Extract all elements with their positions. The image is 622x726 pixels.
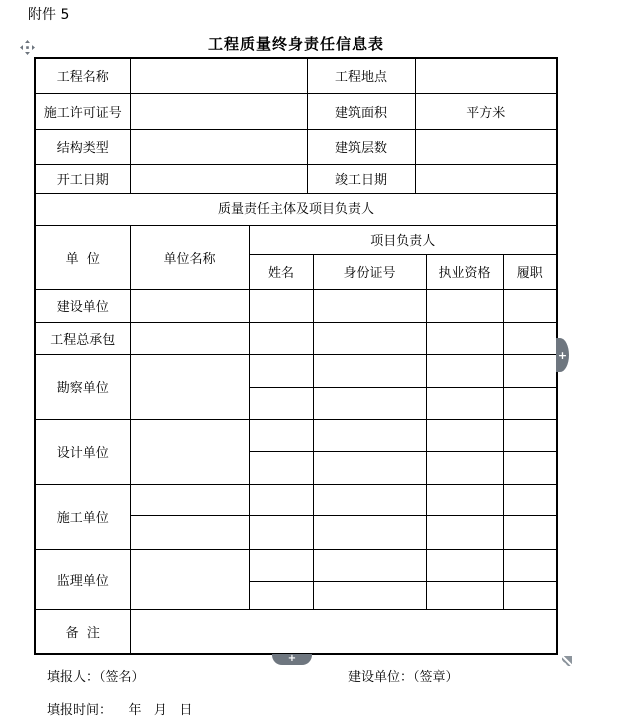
column-header-duty: 履职 [503,254,556,289]
input-cell[interactable] [130,322,249,354]
unit-label-cell: 勘察单位 [36,354,130,419]
remark-label-cell: 备 注 [36,609,130,654]
input-cell[interactable] [313,581,426,609]
input-cell-building-area[interactable]: 平方米 [415,93,556,129]
unit-label-cell: 工程总承包 [36,322,130,354]
unit-label-cell: 建设单位 [36,289,130,322]
section-header-row: 质量责任主体及项目负责人 [217,201,374,217]
column-header-name: 姓名 [249,254,313,289]
builder-seal-label: 建设单位：（签章） [348,670,459,685]
input-cell[interactable] [503,419,556,451]
column-header-unit-name: 单位名称 [130,225,249,289]
attachment-label: 附件 5 [28,7,70,23]
input-cell[interactable] [249,451,313,484]
info-table [36,59,556,194]
input-cell[interactable] [503,484,556,515]
fill-date-label: 填报时间： 年 月 日 [47,703,193,718]
input-cell[interactable] [249,419,313,451]
input-cell[interactable] [249,581,313,609]
input-cell-project-location[interactable] [415,59,556,93]
plus-icon: + [287,652,297,664]
input-cell[interactable] [503,289,556,322]
table-resize-handle-icon[interactable] [562,656,572,666]
input-cell-remark[interactable] [130,609,556,654]
input-cell[interactable] [313,549,426,581]
table-row [36,549,556,581]
input-cell-start-date[interactable] [130,164,307,193]
input-cell[interactable] [426,484,503,515]
input-cell[interactable] [426,515,503,549]
insert-row-handle[interactable] [272,654,312,665]
input-cell[interactable] [426,549,503,581]
info-label-cell: 工程名称 [36,59,130,93]
table-row [36,322,556,354]
input-cell[interactable] [313,322,426,354]
input-cell-project-name[interactable] [130,59,307,93]
input-cell[interactable] [313,289,426,322]
input-cell[interactable] [313,451,426,484]
input-cell[interactable] [503,515,556,549]
input-cell[interactable] [503,354,556,387]
table-row [36,609,556,654]
input-cell[interactable] [503,549,556,581]
input-cell[interactable] [249,515,313,549]
info-label-cell: 结构类型 [36,129,130,164]
form-table [34,57,558,655]
input-cell[interactable] [426,354,503,387]
info-label-cell: 施工许可证号 [36,93,130,129]
input-cell[interactable] [503,322,556,354]
column-header-qualification: 执业资格 [426,254,503,289]
unit-label-cell: 监理单位 [36,549,130,609]
plus-icon: + [557,348,568,362]
input-cell[interactable] [249,322,313,354]
input-cell-floor-count[interactable] [415,129,556,164]
input-cell[interactable] [130,515,249,549]
input-cell[interactable] [313,419,426,451]
input-cell[interactable] [249,289,313,322]
info-label-cell: 开工日期 [36,164,130,193]
input-cell[interactable] [130,289,249,322]
input-cell-permit-no[interactable] [130,93,307,129]
input-cell[interactable] [426,387,503,419]
input-cell[interactable] [249,387,313,419]
input-cell[interactable] [426,322,503,354]
input-cell[interactable] [426,451,503,484]
table-row [36,484,556,515]
input-cell[interactable] [313,515,426,549]
column-header-id-number: 身份证号 [313,254,426,289]
input-cell[interactable] [249,549,313,581]
info-label-cell: 工程地点 [307,59,415,93]
column-header-project-leader: 项目负责人 [249,225,556,254]
table-row [36,289,556,322]
input-cell[interactable] [130,549,249,609]
input-cell[interactable] [313,484,426,515]
input-cell[interactable] [249,354,313,387]
input-cell[interactable] [313,387,426,419]
filler-signature-label: 填报人：（签名） [47,670,145,685]
input-cell[interactable] [130,354,249,419]
input-cell-structure-type[interactable] [130,129,307,164]
input-cell[interactable] [426,581,503,609]
input-cell[interactable] [130,419,249,484]
column-header-unit: 单 位 [36,225,130,289]
input-cell[interactable] [426,289,503,322]
info-label-cell: 建筑面积 [307,93,415,129]
unit-label-cell: 设计单位 [36,419,130,484]
input-cell[interactable] [130,484,249,515]
info-label-cell: 建筑层数 [307,129,415,164]
table-row [36,354,556,387]
info-label-cell: 竣工日期 [307,164,415,193]
table-row [36,419,556,451]
input-cell[interactable] [313,354,426,387]
responsibility-table [36,225,556,655]
input-cell-finish-date[interactable] [415,164,556,193]
page-title: 工程质量终身责任信息表 [207,35,384,53]
input-cell[interactable] [249,484,313,515]
input-cell[interactable] [503,387,556,419]
insert-column-handle[interactable] [556,338,569,372]
table-move-handle-icon[interactable] [20,40,35,55]
input-cell[interactable] [426,419,503,451]
unit-label-cell: 施工单位 [36,484,130,549]
input-cell[interactable] [503,451,556,484]
input-cell[interactable] [503,581,556,609]
